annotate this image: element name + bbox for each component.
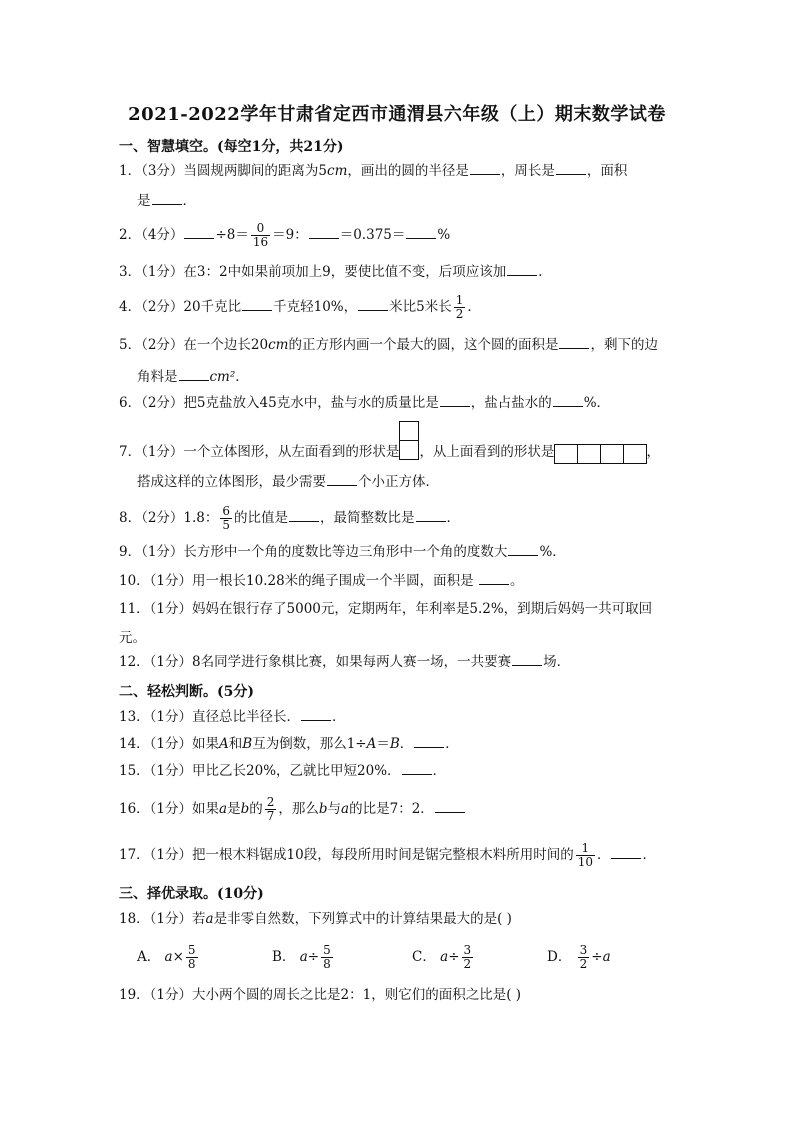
fraction-denominator: 5 — [222, 518, 231, 532]
answer-blank[interactable] — [327, 471, 357, 486]
q19-text-a: 19．（1分）大小两个圆的周长之比是2：1，则它们的面积之比是( ) — [119, 987, 522, 1003]
question-2 — [119, 222, 679, 249]
q7-text-a: 7．（1分）一个立体图形，从左面看到的形状是 — [119, 444, 400, 460]
q2-text-d: ＝0.375＝ — [339, 227, 406, 243]
answer-blank[interactable] — [512, 651, 542, 666]
q10-text-a: 10．（1分）用一根长10.28米的绳子围成一个半圆，面积是 — [119, 573, 474, 589]
answer-blank[interactable] — [242, 296, 272, 311]
q11-text-a: 11．（1分）妈妈在银行存了5000元，定期两年，年利率是5.2%，到期后妈妈一共可取回 — [119, 601, 653, 617]
q5-text-a: 5．（2分）在一个边长20 — [119, 337, 269, 353]
fraction — [251, 222, 270, 249]
q17-text-b: ． — [596, 847, 611, 863]
q1-unit: cm — [327, 163, 348, 179]
answer-blank[interactable] — [556, 160, 586, 175]
q1-text-f: ． — [182, 193, 196, 209]
answer-blank[interactable] — [301, 706, 331, 721]
answer-blank[interactable] — [358, 296, 388, 311]
fraction — [462, 944, 474, 971]
q6-text-a: 6．（2分）把5克盐放入45克水中，盐与水的质量比是 — [119, 395, 439, 411]
q16-text-b: ，那么 — [278, 801, 319, 817]
answer-blank[interactable] — [402, 760, 432, 775]
answer-blank[interactable] — [611, 844, 641, 859]
var-a: a — [219, 801, 228, 817]
q1-text-a: 1．（3分）当圆规两脚间的距离为5 — [119, 163, 328, 179]
answer-blank[interactable] — [508, 541, 538, 556]
q11-text-b: 元。 — [119, 630, 146, 646]
answer-blank[interactable] — [553, 392, 583, 407]
option-c[interactable] — [412, 944, 475, 971]
question-10 — [119, 570, 679, 592]
fraction-denominator: 2 — [463, 957, 472, 971]
question-18 — [119, 908, 679, 930]
q12-text-a: 12．（1分）8名同学进行象棋比赛，如果每两人赛一场，一共要赛 — [119, 654, 512, 670]
q2-text-b: ÷8＝ — [215, 227, 249, 243]
var-A: A — [219, 736, 229, 752]
answer-blank[interactable] — [440, 392, 470, 407]
q14-text-a: 14．（1分）如果 — [119, 736, 220, 752]
fraction — [321, 944, 333, 971]
var-a: a — [341, 801, 350, 817]
q5-text-c: ，剩下的边 — [590, 337, 658, 353]
question-16 — [119, 796, 679, 823]
q9-text-b: %． — [539, 544, 566, 560]
question-19 — [119, 984, 679, 1006]
q7-text-d: 搭成这样的立体图形，最少需要 — [137, 474, 326, 490]
page-title: 2021-2022学年甘肃省定西市通渭县六年级（上）期末数学试卷 — [128, 104, 666, 125]
question-13 — [119, 706, 679, 728]
fraction-numerator: 3 — [463, 943, 472, 957]
q1-text-d: ，面积 — [586, 163, 628, 179]
fraction-numerator: 5 — [323, 943, 331, 957]
answer-blank[interactable] — [152, 190, 182, 205]
fraction-numerator: 1 — [455, 293, 464, 307]
q7-text-e: 个小正方体． — [358, 474, 439, 490]
q14-and: 和 — [228, 736, 243, 752]
q18-text-a: 18．（1分）若 — [119, 911, 206, 927]
fraction — [454, 294, 466, 321]
top-view-shape — [554, 444, 646, 462]
q5-text-b: 的正方形内画一个最大的圆，这个圆的面积是 — [288, 337, 559, 353]
operator: ÷ — [448, 949, 460, 965]
q1-text-c: ，周长是 — [500, 163, 555, 179]
q16-of: 的 — [249, 801, 263, 817]
var-a: a — [602, 949, 611, 965]
section-3-heading: 三、择优录取。(10分) — [119, 886, 264, 902]
question-12 — [119, 651, 679, 673]
q1-text-e: 是 — [137, 193, 151, 209]
fraction-denominator: 8 — [323, 957, 331, 971]
q4-text-a: 4．（2分）20千克比 — [119, 299, 242, 315]
section-1-heading: 一、智慧填空。(每空1分，共21分) — [119, 139, 344, 155]
var-A: A — [366, 736, 377, 752]
q3-text-b: ． — [538, 264, 552, 280]
fraction-numerator: 3 — [579, 943, 588, 957]
q7-text-b: ，从上面看到的形状是 — [419, 444, 555, 460]
answer-blank[interactable] — [184, 224, 214, 239]
q14-text-d: ． — [399, 736, 414, 752]
fraction — [578, 944, 590, 971]
option-d-label: D． — [547, 949, 572, 965]
question-1-cont — [137, 189, 196, 209]
q15-text-b: ． — [432, 763, 447, 779]
question-5-cont — [137, 365, 249, 385]
var-a: a — [205, 911, 214, 927]
var-B: B — [389, 736, 400, 752]
var-b: b — [318, 801, 328, 817]
q2-text-a: 2．（4分） — [119, 227, 184, 243]
q5-text-e: ． — [235, 369, 249, 385]
fraction-denominator: 10 — [577, 855, 593, 869]
q16-is: 是 — [227, 801, 241, 817]
q9-text-a: 9．（1分）长方形中一个角的度数比等边三角形中一个角的度数大 — [119, 544, 508, 560]
fraction-denominator: 7 — [266, 809, 275, 823]
q14-text-c: ＝ — [376, 736, 390, 752]
q4-text-c: 米比5米长 — [389, 299, 452, 315]
option-a[interactable] — [137, 944, 200, 971]
q14-text-b: 互为倒数，那么1÷ — [252, 736, 367, 752]
fraction — [220, 505, 232, 532]
question-3 — [119, 261, 679, 283]
q17-text-a: 17．（1分）把一根木料锯成10段，每段所用时间是锯完整根木料所用时间的 — [119, 847, 574, 863]
question-1 — [119, 160, 679, 182]
q16-text-a: 16．（1分）如果 — [119, 801, 220, 817]
option-b[interactable] — [272, 944, 335, 971]
option-a-label: A． — [137, 949, 161, 965]
fraction-numerator: 1 — [576, 842, 595, 856]
question-14 — [119, 733, 679, 755]
question-17 — [119, 842, 679, 869]
answer-blank[interactable] — [179, 366, 209, 381]
answer-blank[interactable] — [406, 224, 436, 239]
q13-text-b: ． — [332, 709, 346, 725]
q16-text-c: 与 — [327, 801, 342, 817]
question-11 — [119, 598, 679, 620]
left-view-shape — [399, 421, 419, 460]
q4-text-d: ． — [467, 299, 481, 315]
operator: ÷ — [307, 949, 320, 965]
question-7-cont — [137, 470, 439, 490]
q17-text-c: ． — [642, 847, 656, 863]
q4-text-b: 千克轻10%， — [273, 299, 358, 315]
q5-text-d: 角料是 — [137, 369, 178, 385]
q18-text-b: 是非零自然数，下列算式中的计算结果最大的是( ) — [213, 911, 512, 927]
answer-blank[interactable] — [470, 160, 500, 175]
fraction-numerator: 0 — [251, 222, 270, 236]
var-a: a — [299, 949, 308, 965]
q5-unit-2: cm² — [209, 369, 236, 385]
question-7 — [119, 441, 679, 463]
fraction-denominator: 8 — [187, 957, 196, 971]
q2-text-c: ＝9： — [272, 227, 308, 243]
answer-blank[interactable] — [289, 507, 319, 522]
fraction — [265, 796, 277, 823]
question-8 — [119, 505, 679, 532]
q5-unit: cm — [268, 337, 289, 353]
var-b: b — [240, 801, 250, 817]
var-B: B — [242, 736, 253, 752]
section-2-heading: 二、轻松判断。(5分) — [119, 684, 254, 700]
q1-text-b: ，画出的圆的半径是 — [347, 163, 469, 179]
q7-text-c: ， — [646, 444, 660, 460]
fraction-denominator: 16 — [252, 235, 269, 249]
q3-text-a: 3．（1分）在3：2中如果前项加上9，要使比值不变，后项应该加 — [119, 264, 507, 280]
answer-blank[interactable] — [559, 334, 589, 349]
q13-text-a: 13．（1分）直径总比半径长． — [119, 709, 301, 725]
operator: × — [172, 949, 184, 965]
q14-text-e: ． — [445, 736, 459, 752]
option-d[interactable] — [547, 944, 611, 971]
q8-text-b: 的比值是 — [234, 510, 289, 526]
question-5 — [119, 334, 679, 356]
q15-text-a: 15．（1分）甲比乙长20%，乙就比甲短20%． — [119, 763, 401, 779]
answer-blank[interactable] — [309, 224, 339, 239]
option-b-label: B． — [272, 949, 296, 965]
q8-text-d: ． — [446, 510, 461, 526]
q8-text-c: ，最简整数比是 — [320, 510, 415, 526]
answer-blank[interactable] — [507, 261, 537, 276]
operator: ÷ — [591, 949, 603, 965]
q6-text-c: %． — [583, 395, 611, 411]
fraction — [186, 944, 198, 971]
question-6 — [119, 392, 679, 414]
question-9 — [119, 541, 679, 563]
q8-text-a: 8．（2分）1.8： — [119, 510, 219, 526]
answer-blank[interactable] — [416, 507, 446, 522]
q2-text-e: % — [437, 227, 451, 243]
var-a: a — [164, 949, 173, 965]
fraction-numerator: 6 — [222, 504, 231, 518]
question-11-cont — [119, 626, 146, 646]
fraction-numerator: 2 — [266, 795, 275, 809]
answer-blank[interactable] — [414, 733, 444, 748]
fraction-denominator: 2 — [579, 957, 588, 971]
fraction-denominator: 2 — [455, 307, 464, 321]
answer-blank[interactable] — [435, 798, 465, 813]
q12-text-b: 场． — [543, 654, 571, 670]
q10-text-b: 。 — [509, 573, 524, 589]
fraction — [576, 842, 595, 869]
option-c-label: C． — [412, 949, 436, 965]
question-4 — [119, 294, 679, 321]
question-15 — [119, 760, 679, 782]
answer-blank[interactable] — [479, 570, 509, 585]
var-a: a — [440, 949, 449, 965]
fraction-numerator: 5 — [187, 943, 196, 957]
q16-text-d: 的比是7：2． — [349, 801, 434, 817]
q6-text-b: ，盐占盐水的 — [470, 395, 552, 411]
